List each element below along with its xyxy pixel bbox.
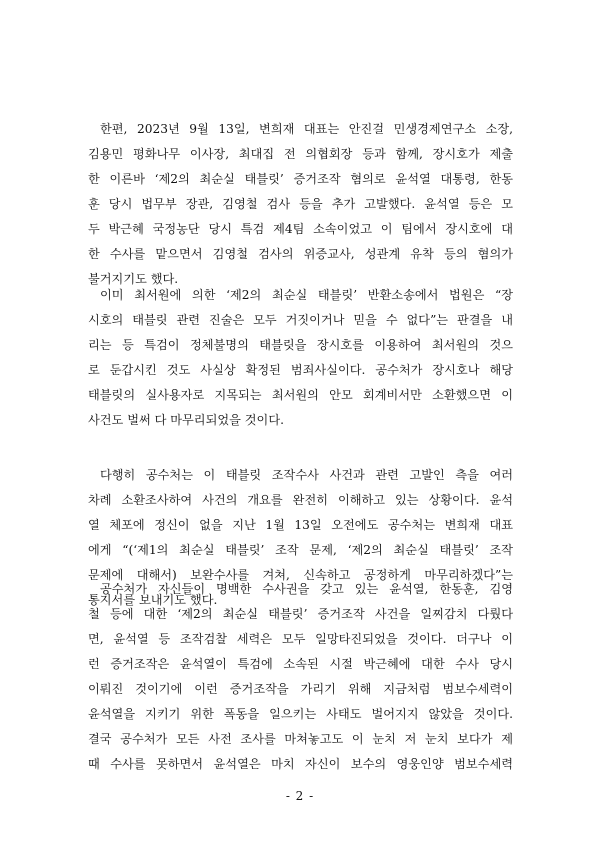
text-line: 열 체포에 정신이 없을 지난 1월 13일 오전에도 공수처는 변희재 대표 [88, 518, 513, 532]
text-line: 문제에 대해서) 보완수사를 겨쳐, 신속하고 공정하게 마무리하겠다”는 [88, 568, 513, 582]
text-line: 통지서를 보내기도 했다. [88, 593, 218, 607]
text-line: 한 수사를 맡으면서 김영철 검사의 위증교사, 성관계 유착 등의 혐의가 [88, 247, 513, 261]
text-line: 사건도 벌써 다 마무리되었을 것이다. [88, 413, 284, 427]
text-line: 한편, 2023년 9월 13일, 변희재 대표는 안진걸 민생경제연구소 소장, [100, 122, 513, 136]
text-line: 이뤄진 것이기에 이런 증거조작을 가리기 위해 지금처럼 범보수세력이 [88, 682, 513, 696]
text-line: 결국 공수처가 모든 사전 조사를 마쳐놓고도 이 눈치 저 눈치 보다가 제 [88, 732, 513, 746]
text-line: 다행히 공수처는 이 태블릿 조작수사 사건과 관련 고발인 측을 여러 [100, 468, 513, 482]
text-line: 차례 소환조사하여 사건의 개요를 완전히 이해하고 있는 상황이다. 윤석 [88, 493, 513, 507]
paragraph-4 [88, 577, 513, 777]
text-line: 리는 등 특검이 정체불명의 태블릿을 장시호를 이용하여 최서원의 것으 [88, 338, 513, 352]
text-line: 훈 당시 법무부 장관, 김영철 검사 등을 추가 고발했다. 윤석열 등은 모 [88, 197, 513, 211]
text-line: 철 등에 대한 ‘제2의 최순실 태블릿’ 증거조작 사건을 일찌감치 다뤘다 [88, 607, 513, 621]
paragraph-1 [88, 117, 513, 292]
text-line: 불거지기도 했다. [88, 272, 179, 286]
text-line: 한 이른바 ‘제2의 최순실 태블릿’ 증거조작 혐의로 윤석열 대통령, 한동 [88, 172, 513, 186]
page-number: - 2 - [285, 789, 315, 803]
text-line: 두 박근혜 국정농단 당시 특검 제4팀 소속이었고 이 팀에서 장시호에 대 [88, 222, 513, 236]
text-line: 이미 최서원에 의한 ‘제2의 최순실 태블릿’ 반환소송에서 법원은 “장 [100, 288, 513, 302]
text-line: 시호의 태블릿 관련 진술은 모두 거짓이거나 믿을 수 없다”는 판결을 내 [88, 313, 513, 327]
text-line: 에게 “(‘제1의 최순실 태블릿’ 조작 문제, ‘제2의 최순실 태블릿’ 조작 [88, 543, 513, 557]
text-line: 공수처가 자신들이 명백한 수사권을 갖고 있는 윤석열, 한동훈, 김영 [100, 582, 513, 596]
text-line: 김용민 평화나무 이사장, 최대집 전 의협회장 등과 함께, 장시호가 제출 [88, 147, 513, 161]
text-line: 때 수사를 못하면서 윤석열은 마치 자신이 보수의 영웅인양 범보수세력 [88, 757, 513, 771]
text-line: 로 둔갑시킨 것도 사실상 확정된 범죄사실이다. 공수처가 장시호나 해당 [88, 363, 513, 377]
text-line: 태블릿의 실사용자로 지목되는 최서원의 안모 회계비서만 소환했으면 이 [88, 388, 513, 402]
text-line: 면, 윤석열 등 조작검찰 세력은 모두 일망타진되었을 것이다. 더구나 이 [88, 632, 513, 646]
paragraph-2 [88, 283, 513, 433]
text-line: 런 증거조작은 윤석열이 특검에 소속된 시절 박근혜에 대한 수사 당시 [88, 657, 513, 671]
text-line: 윤석열을 지키기 위한 폭동을 일으키는 사태도 벌어지지 않았을 것이다. [88, 707, 513, 721]
